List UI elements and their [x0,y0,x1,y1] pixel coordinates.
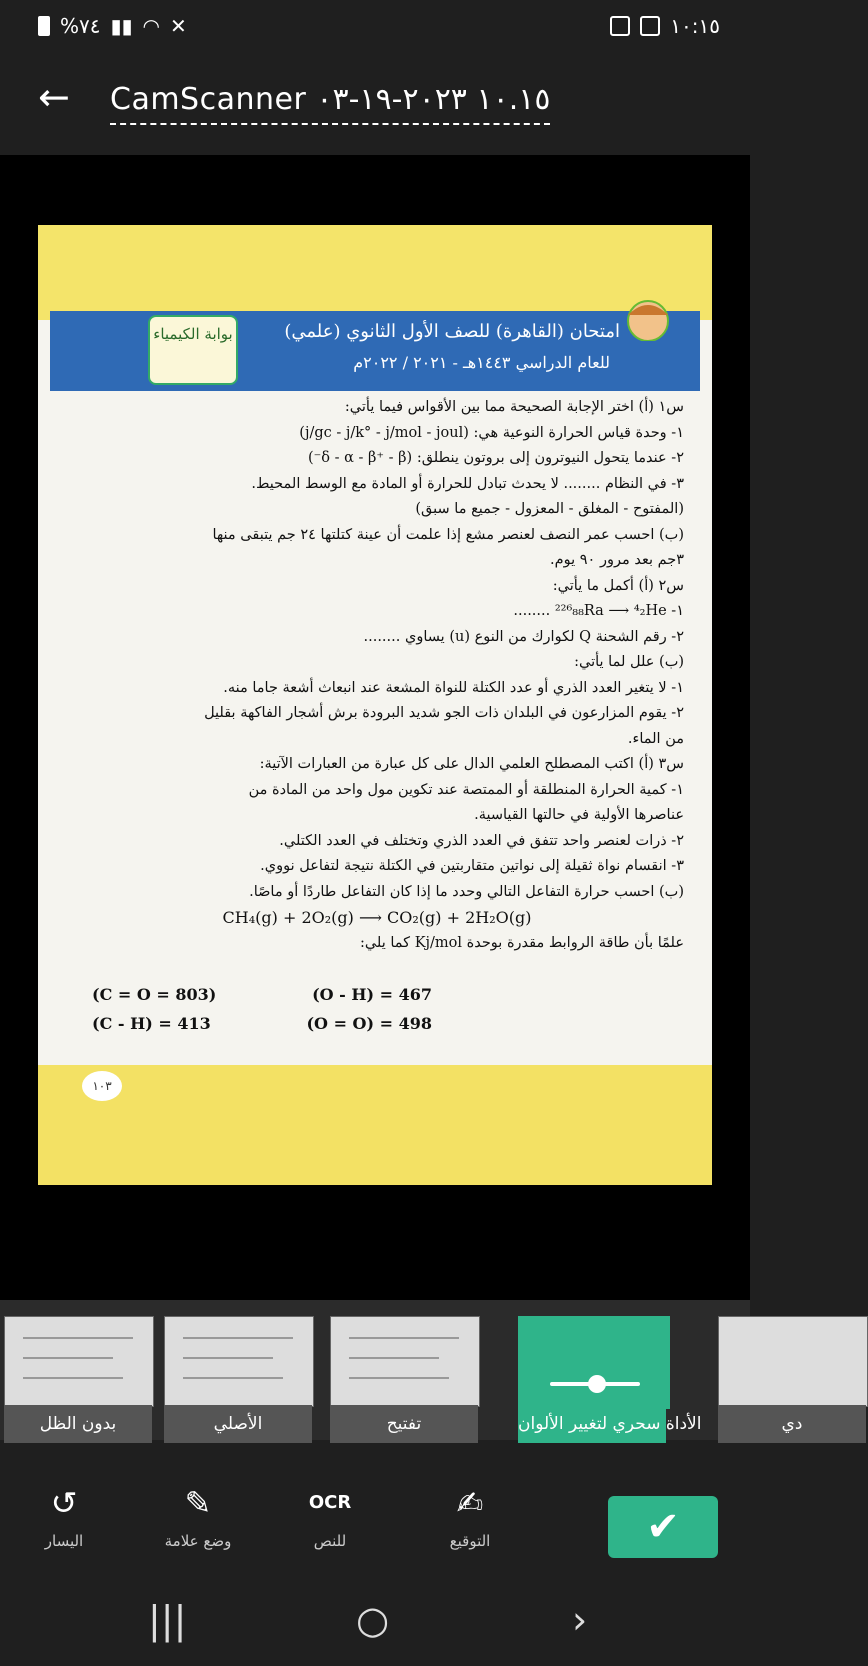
question-line: (المفتوح - المغلق - المعزول - جميع ما سبق) [415,501,684,517]
status-bar [0,0,750,52]
filter-magic-color[interactable] [518,1316,702,1443]
ocr-icon: OCR [308,1492,352,1513]
question-line: ٢- يقوم المزارعون في البلدان ذات الجو شديد البرودة برش أشجار الفاكهة بقليل [204,705,684,721]
signal-icon: ▮▮ [110,14,133,38]
filter-lighten[interactable] [330,1316,478,1443]
filter-thumbnail [718,1316,868,1407]
question-line: (ب) احسب عمر النصف لعنصر مشع إذا علمت أن عينة كتلتها ٢٤ جم يتبقى منها [212,526,684,543]
page-bottom-band [38,1065,712,1185]
filter-label: الأصلي [164,1405,312,1443]
scanned-page [38,225,712,1185]
back-nav-icon[interactable]: › [572,1598,588,1642]
question-line: (ب) احسب حرارة التفاعل التالي وحدد ما إذا كان التفاعل طاردًا أو ماصًا. [249,883,684,900]
kid-reading-icon [614,295,682,375]
bond-value: (C = O = 803) [92,985,217,1004]
status-left [38,14,187,38]
question-line: ٢- رقم الشحنة Q لكوارك من النوع (u) يساوي ........ [363,628,684,645]
chemical-equation: CH₄(g) + 2O₂(g) ⟶ CO₂(g) + 2H₂O(g) [222,908,532,927]
bond-value: (O = O) = 498 [306,1014,432,1033]
question-line: ٣- في النظام ........ لا يحدث تبادل للحرارة أو المادة مع الوسط المحيط. [251,475,684,492]
question-line: ١- كمية الحرارة المنطلقة أو الممتصة عند تكوين مول واحد من المادة من [248,781,684,798]
question-line: ٢- عندما يتحول النيوترون إلى بروتون ينطلق: (δ - α - β⁺ - β⁻) [307,450,684,466]
check-icon: ✔ [646,1504,680,1550]
rotate-left-icon: ↺ [50,1484,78,1522]
battery-percent: %٧٤ [60,14,101,38]
question-line: س٣ (أ) اكتب المصطلح العلمي الدال على كل عبارة من العبارات الآتية: [259,756,684,772]
wifi-icon: ◠ [142,14,160,38]
tool-label: للنص [313,1532,347,1550]
tool-label: وضع علامة [164,1532,232,1550]
filter-thumbnail-selected [518,1316,670,1409]
home-icon[interactable]: ○ [356,1598,390,1642]
page-number: ١٠٣ [82,1071,122,1101]
question-line: ٣جم بعد مرور ٩٠ يوم. [550,552,684,568]
filter-thumbnail [330,1316,480,1407]
exam-title: امتحان (القاهرة) للصف الأول الثانوي (علمي) [284,321,620,342]
exam-subtitle: للعام الدراسي ١٤٤٣هـ - ٢٠٢١ / ٢٠٢٢م [353,353,610,372]
filter-label: الأداة سحري لتغيير الألوان [518,1405,666,1443]
bond-value: (C - H) = 413 [92,1014,211,1033]
equation-note: علمًا بأن طاقة الروابط مقدرة بوحدة Kj/mol كما يلي: [359,934,684,951]
signature-icon: ✍ [456,1484,484,1522]
question-line: س١ (أ) اختر الإجابة الصحيحة مما بين الأقواس فيما يأتي: [344,399,684,415]
mark-button[interactable] [148,1480,248,1570]
filter-label: بدون الظل [4,1405,152,1443]
question-line: ١- ²²⁶₈₈Ra ⟶ ⁴₂He ........ [513,603,684,619]
filter-strip [0,1300,803,1440]
status-right [610,14,720,38]
mute-icon: ✕ [169,14,187,38]
document-title[interactable]: CamScanner ١٠.١٥ ٢٠٢٣-١٩-٠٣ [110,82,550,125]
filter-more[interactable] [718,1316,803,1443]
battery-icon [38,16,50,36]
preview-canvas [0,155,750,1305]
notification-icon [610,16,630,36]
tool-label: التوقيع [449,1532,491,1550]
gallery-icon [640,16,660,36]
status-time: ١٠:١٥ [670,14,720,38]
pen-icon: ✎ [184,1484,212,1522]
rotate-left-button[interactable] [14,1480,114,1570]
filter-thumbnail [164,1316,314,1407]
recent-apps-icon[interactable]: ||| [148,1598,187,1642]
filter-no-shadow[interactable] [4,1316,152,1443]
bond-energies [92,985,432,1043]
exam-questions [70,395,684,956]
ocr-button[interactable] [280,1480,380,1570]
bond-value: (O - H) = 467 [312,985,432,1004]
question-line: س٢ (أ) أكمل ما يأتي: [552,577,684,594]
question-line: ١- وحدة قياس الحرارة النوعية هي: (j/gc - j/k° - j/mol - joul) [299,424,684,441]
filter-thumbnail [4,1316,154,1407]
slider-knob[interactable] [588,1375,606,1393]
filter-original[interactable] [164,1316,312,1443]
subject-logo: بوابة الكيمياء [148,315,238,385]
tool-label: اليسار [44,1532,84,1550]
page-top-band [38,225,712,320]
signature-button[interactable] [420,1480,520,1570]
filter-label: تفتيح [330,1405,478,1443]
question-line: ١- لا يتغير العدد الذري أو عدد الكتلة للنواة المشعة عند انبعاث أشعة جاما منه. [223,679,684,696]
system-nav-bar [0,1580,750,1666]
bottom-toolbar [0,1480,750,1580]
confirm-check-button[interactable] [608,1496,718,1558]
question-line: (ب) علل لما يأتي: [574,654,684,670]
top-app-bar [0,52,750,152]
question-line: عناصرها الأولية في حالتها القياسية. [474,807,684,823]
intensity-slider[interactable] [550,1382,640,1386]
question-line: ٢- ذرات لعنصر واحد تتفق في العدد الذري وتختلف في العدد الكتلي. [279,832,684,849]
question-line: ٣- انقسام نواة ثقيلة إلى نواتين متقاربتين في الكتلة نتيجة لتفاعل نووي. [260,858,684,874]
back-arrow-icon[interactable]: ← [38,75,70,119]
filter-label: دي [718,1405,866,1443]
question-line: من الماء. [627,730,684,747]
